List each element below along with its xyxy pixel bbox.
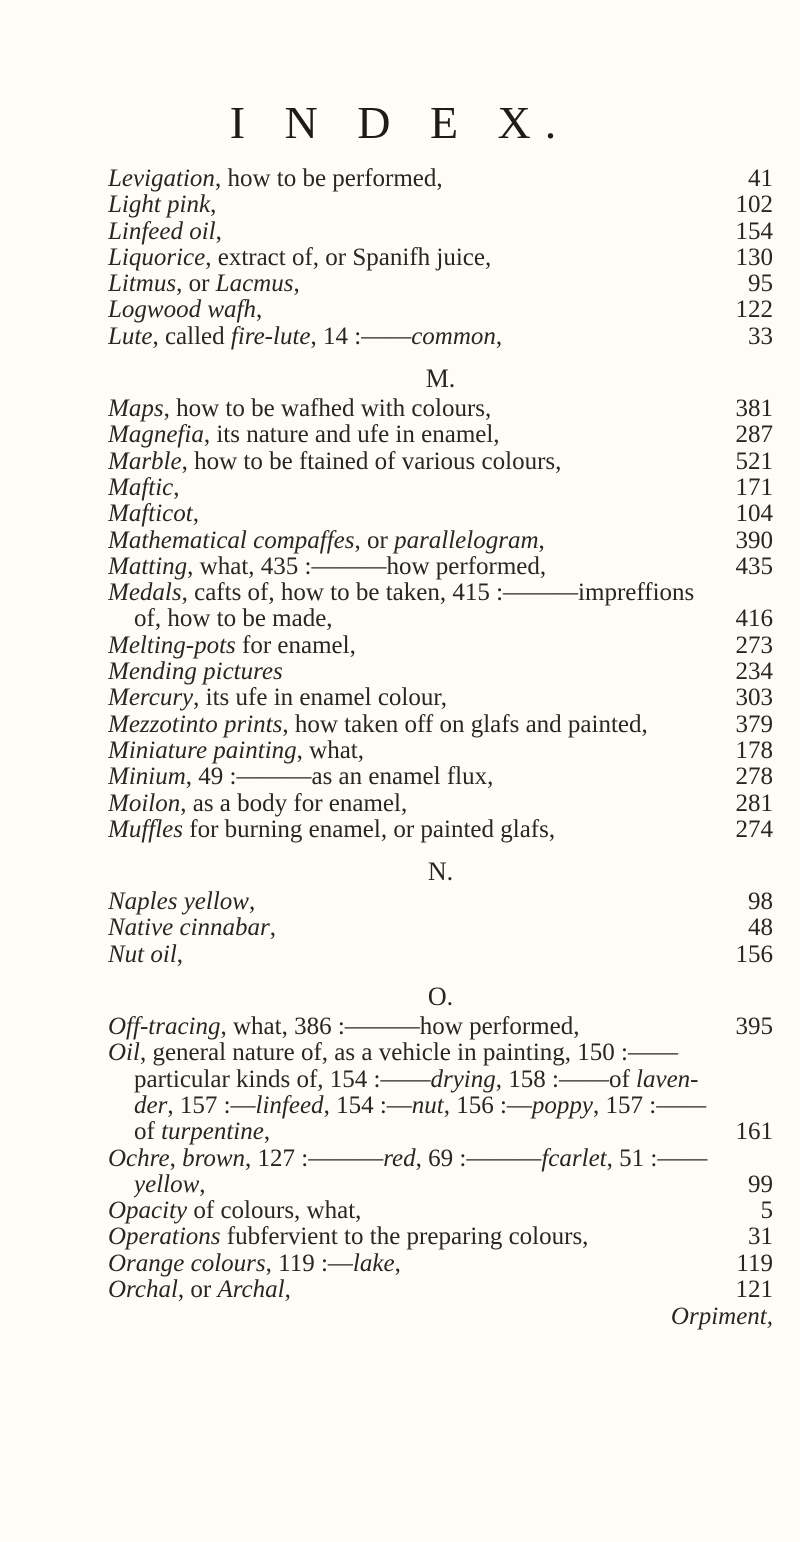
entry-page-number: 281 (735, 789, 773, 817)
entry-page-number: 41 (748, 165, 773, 192)
entry-text: der, 157 :—linfeed, 154 :—nut, 156 :—poppy, 157 :—— (134, 1092, 707, 1119)
entry-page-number: 33 (748, 322, 773, 350)
entry-page-number: 379 (735, 710, 773, 738)
entry-text: Orange colours, 119 :—lake, (108, 1250, 401, 1277)
entry-text: Linfeed oil, (108, 218, 222, 245)
entry-text: Native cinnabar, (108, 915, 277, 942)
entry-text: Liquorice, extract of, or Spanifh juice, (108, 244, 492, 271)
index-entry (108, 942, 773, 968)
index-entry (108, 1251, 773, 1277)
entry-page-number: 119 (736, 1249, 773, 1277)
index-entry (108, 166, 773, 192)
index-entry (108, 475, 773, 501)
entry-text: Mercury, its ufe in enamel colour, (108, 685, 447, 712)
index-entry (108, 1119, 773, 1145)
entry-text: Mathematical compaffes, or parallelogram, (108, 527, 545, 554)
entry-text: Mafticot, (108, 501, 199, 528)
index-entry (108, 764, 773, 790)
entry-text: Orchal, or Archal, (108, 1276, 291, 1303)
entry-text: of, how to be made, (134, 606, 333, 633)
entry-page-number: 102 (735, 191, 773, 219)
entry-text: yellow, (134, 1171, 206, 1198)
entry-text: Operations fubfervient to the preparing colours, (108, 1224, 589, 1251)
entry-page-number: 395 (735, 1013, 773, 1041)
index-entry (108, 1146, 773, 1172)
section-letter: N. (427, 857, 454, 887)
entry-text: Light pink, (108, 192, 217, 219)
entry-page-number: 130 (735, 243, 773, 271)
index-entry (108, 791, 773, 817)
catchword: Orpiment, (670, 1303, 773, 1331)
entry-page-number: 104 (735, 500, 773, 528)
entry-page-number: 122 (735, 296, 773, 324)
entry-text: Opacity of colours, what, (108, 1198, 362, 1225)
entry-page-number: 48 (748, 914, 773, 942)
entry-text: Melting-pots for enamel, (108, 632, 356, 659)
index-entry (108, 817, 773, 843)
entry-text: Nut oil, (108, 941, 184, 968)
entry-text: Maftic, (108, 474, 180, 501)
entry-text: Moilon, as a body for enamel, (108, 790, 408, 817)
entry-page-number: 154 (735, 217, 773, 245)
entry-page-number: 416 (735, 605, 773, 633)
section-letter: O. (427, 982, 454, 1012)
index-entry (108, 606, 773, 632)
entry-page-number: 31 (748, 1223, 773, 1251)
index-entry (108, 659, 773, 685)
entry-text: Oil, general nature of, as a vehicle in painting, 150 :—— (108, 1040, 678, 1067)
section-letter: M. (425, 364, 456, 394)
entry-text: Lute, called fire-lute, 14 :——common, (108, 323, 503, 350)
entry-text: Medals, cafts of, how to be taken, 415 :———impreffions (108, 580, 695, 607)
index-entry (108, 889, 773, 915)
entry-page-number: 274 (735, 815, 773, 843)
entry-page-number: 95 (748, 270, 773, 298)
entry-page-number: 381 (735, 395, 773, 423)
entry-text: Mezzotinto prints, how taken off on glafs and painted, (108, 711, 648, 738)
entry-text: Matting, what, 435 :———how performed, (108, 553, 547, 580)
entry-text: Marble, how to be ftained of various colours, (108, 448, 562, 475)
entry-text: Litmus, or Lacmus, (108, 271, 300, 298)
index-entry (108, 915, 773, 941)
index-entry (108, 1067, 773, 1093)
index-entry (108, 1093, 773, 1119)
entry-page-number: 178 (735, 736, 773, 764)
index-entry (108, 1040, 773, 1066)
index-entry (108, 1224, 773, 1250)
entry-page-number: 278 (735, 763, 773, 791)
entry-text: Ochre, brown, 127 :———red, 69 :———fcarlet, 51 :—— (108, 1145, 708, 1172)
index-entry (108, 1172, 773, 1198)
entry-text: Muffles for burning enamel, or painted glafs, (108, 816, 556, 843)
entry-text: Miniature painting, what, (108, 737, 365, 764)
entry-text: Naples yellow, (108, 889, 256, 916)
entry-page-number: 234 (735, 658, 773, 686)
entry-page-number: 161 (735, 1118, 773, 1146)
entry-text: Levigation, how to be performed, (108, 166, 443, 192)
index-entry (108, 1198, 773, 1224)
index-entry (108, 554, 773, 580)
entry-page-number: 156 (735, 940, 773, 968)
index-entry (108, 1277, 773, 1303)
entry-page-number: 435 (735, 552, 773, 580)
entry-page-number: 521 (735, 447, 773, 475)
index-entry (108, 324, 773, 350)
index-entry (108, 192, 773, 218)
page-header: I N D E X. (229, 97, 571, 148)
entry-page-number: 98 (748, 888, 773, 916)
index-entry (108, 738, 773, 764)
entry-page-number: 273 (735, 631, 773, 659)
index-entry (108, 1014, 773, 1040)
index-entry (108, 271, 773, 297)
entry-page-number: 303 (735, 684, 773, 712)
entry-text: Minium, 49 :———as an enamel flux, (108, 764, 494, 791)
index-entry (108, 396, 773, 422)
entry-page-number: 390 (735, 526, 773, 554)
index-entry (108, 297, 773, 323)
entry-page-number: 5 (760, 1197, 773, 1225)
entry-page-number: 287 (735, 421, 773, 449)
entry-text: of turpentine, (134, 1119, 271, 1146)
index-entry (108, 219, 773, 245)
entry-text: Maps, how to be wafhed with colours, (108, 396, 492, 423)
index-entry (108, 712, 773, 738)
index-entry (108, 580, 773, 606)
entry-text: Off-tracing, what, 386 :———how performed, (108, 1014, 580, 1041)
index-entry (108, 422, 773, 448)
entry-text: Magnefia, its nature and ufe in enamel, (108, 422, 500, 449)
index-entry (108, 449, 773, 475)
entry-text: Logwood wafh, (108, 297, 263, 324)
entry-page-number: 121 (735, 1275, 773, 1303)
index-entry (108, 633, 773, 659)
entry-page-number: 99 (748, 1170, 773, 1198)
index-body (108, 166, 773, 1331)
index-entry (108, 685, 773, 711)
index-entry (108, 528, 773, 554)
entry-text: particular kinds of, 154 :——drying, 158 :——of laven- (134, 1066, 699, 1093)
index-entry (108, 245, 773, 271)
entry-text: Mending pictures (108, 659, 283, 686)
entry-page-number: 171 (735, 473, 773, 501)
index-entry (108, 501, 773, 527)
